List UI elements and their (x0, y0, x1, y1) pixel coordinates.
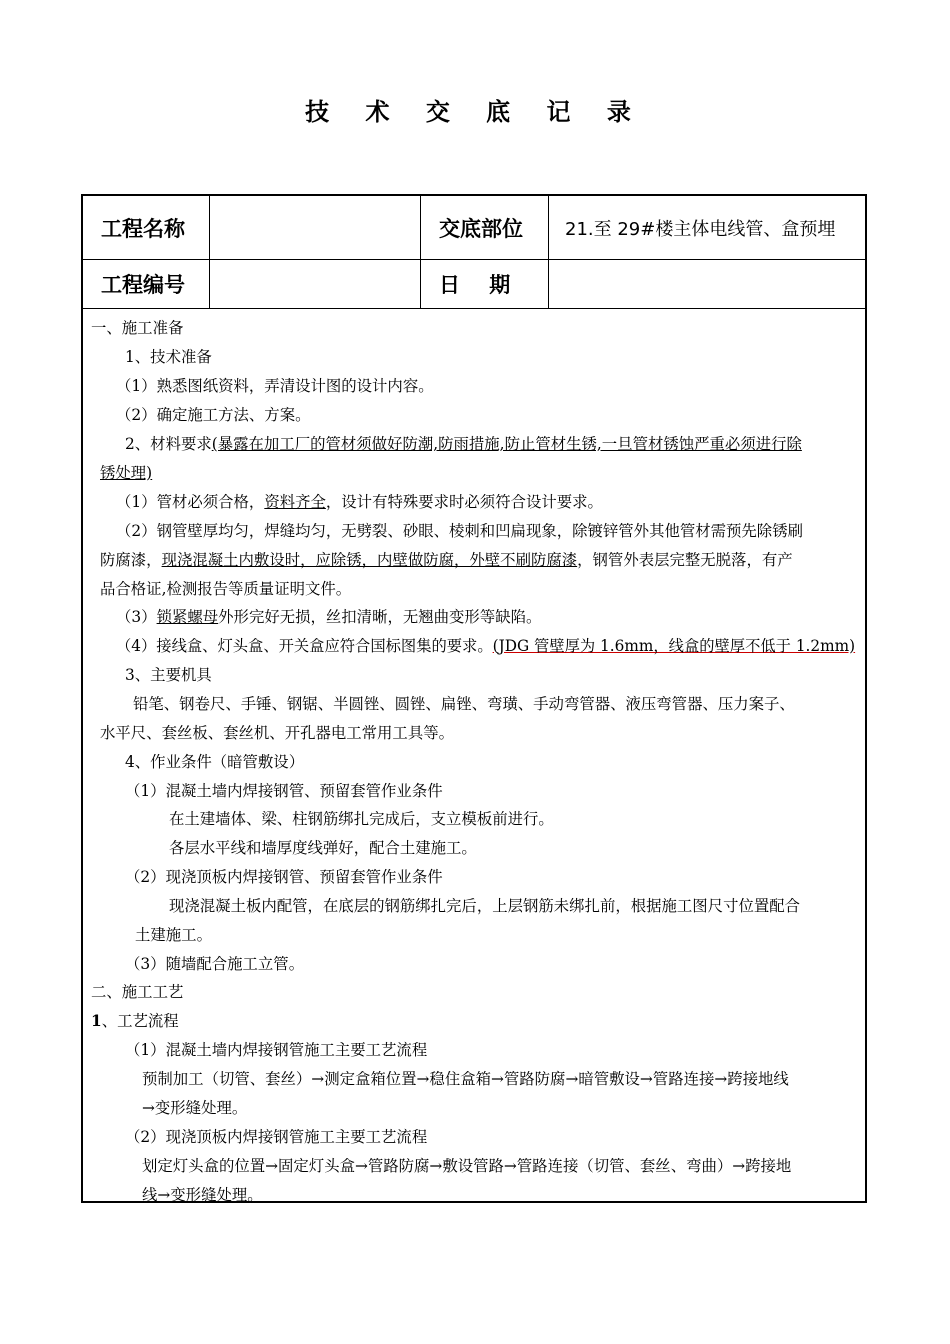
list-item-cont: 防腐漆，现浇混凝土内敷设时，应除锈，内壁做防腐，外壁不刷防腐漆，钢管外表层完整无脱落，有产 (100, 551, 793, 569)
column-divider (420, 196, 421, 308)
project-name-value-cell (210, 196, 421, 259)
list-item-cont: 品合格证,检测报告等质量证明文件。 (100, 580, 352, 598)
list-item: （1）管材必须合格，资料齐全，设计有特殊要求时必须符合设计要求。 (116, 493, 603, 511)
list-item: （3）锁紧螺母外形完好无损，丝扣清晰，无翘曲变形等缺陷。 (116, 608, 542, 626)
process-flow: 划定灯头盒的位置→固定灯头盒→管路防腐→敷设管路→管路连接（切管、套丝、弯曲）→跨接地 (142, 1157, 792, 1175)
disclosure-table (81, 194, 867, 1203)
location-value: 21.至 29#楼主体电线管、盒预埋 (565, 218, 836, 240)
paragraph: 铅笔、钢卷尺、手锤、钢锯、半圆锉、圆锉、扁锉、弯璜、手动弯管器、液压弯管器、压力案子、 (133, 695, 795, 713)
list-item: （1）熟悉图纸资料，弄清设计图的设计内容。 (116, 377, 434, 395)
paragraph-cont: 土建施工。 (135, 926, 212, 944)
process-flow-cont: →变形缝处理。 (142, 1099, 248, 1117)
process-flow-cont: 线→变形缝处理。 (142, 1186, 263, 1204)
paragraph: 现浇混凝土板内配管，在底层的钢筋绑扎完后，上层钢筋未绑扎前，根据施工图尺寸位置配合 (169, 897, 801, 915)
list-item: （2）确定施工方法、方案。 (116, 406, 311, 424)
header-row-1 (83, 196, 865, 260)
project-no-label-cell (83, 260, 210, 308)
column-divider (548, 196, 549, 308)
paragraph: 在土建墙体、梁、柱钢筋绑扎完成后，支立模板前进行。 (169, 810, 554, 828)
list-item: （3）随墙配合施工立管。 (125, 955, 305, 973)
list-item: （2）钢管壁厚均匀，焊缝均匀，无劈裂、砂眼、棱刺和凹扁现象，除镀锌管外其他管材需预先除锈刷 (116, 522, 803, 540)
document-title: 技 术 交 底 记 录 (305, 98, 645, 126)
material-req-label: 2、材料要求 (125, 435, 212, 453)
date-label: 日 期 (439, 273, 511, 297)
project-no-value-cell (210, 260, 421, 308)
paragraph: 各层水平线和墙厚度线弹好，配合土建施工。 (169, 839, 477, 857)
project-name-label-cell (83, 196, 210, 259)
project-name-label: 工程名称 (101, 216, 185, 241)
section-heading: 一、施工准备 (91, 319, 184, 337)
location-label-cell (421, 196, 549, 259)
subsection-heading: 1、工艺流程 (91, 1012, 179, 1030)
date-value-cell (549, 260, 865, 308)
list-item: （2）现浇顶板内焊接钢管施工主要工艺流程 (125, 1128, 428, 1146)
section-heading: 二、施工工艺 (91, 983, 184, 1001)
process-flow: 预制加工（切管、套丝）→测定盒箱位置→稳住盒箱→管路防腐→暗管敷设→管路连接→跨接地线 (142, 1070, 789, 1088)
list-item: （4）接线盒、灯头盒、开关盒应符合国标图集的要求。(JDG 管壁厚为 1.6mm，线盒的壁厚不低于 1.2mm) (116, 637, 856, 655)
list-item: （2）现浇顶板内焊接钢管、预留套管作业条件 (125, 868, 443, 886)
project-no-label: 工程编号 (101, 273, 185, 297)
list-item: （1）混凝土墙内焊接钢管施工主要工艺流程 (125, 1041, 428, 1059)
material-req-note-cont: 锈处理) (100, 464, 153, 482)
date-label-cell (421, 260, 549, 308)
list-item: （1）混凝土墙内焊接钢管、预留套管作业条件 (125, 782, 443, 800)
subsection-heading: 4、作业条件（暗管敷设） (125, 753, 305, 771)
location-value-cell (549, 196, 865, 259)
subsection-heading: 3、主要机具 (125, 666, 212, 684)
material-req-note: (暴露在加工厂的管材须做好防潮,防雨措施,防止管材生锈,一旦管材锈蚀严重必须进行除 (211, 435, 802, 453)
column-divider (209, 196, 210, 308)
location-label: 交底部位 (439, 216, 523, 241)
subsection-heading (125, 434, 802, 454)
subsection-heading: 1、技术准备 (125, 348, 212, 366)
header-row-2 (83, 260, 865, 309)
paragraph-cont: 水平尺、套丝板、套丝机、开孔器电工常用工具等。 (100, 724, 454, 742)
